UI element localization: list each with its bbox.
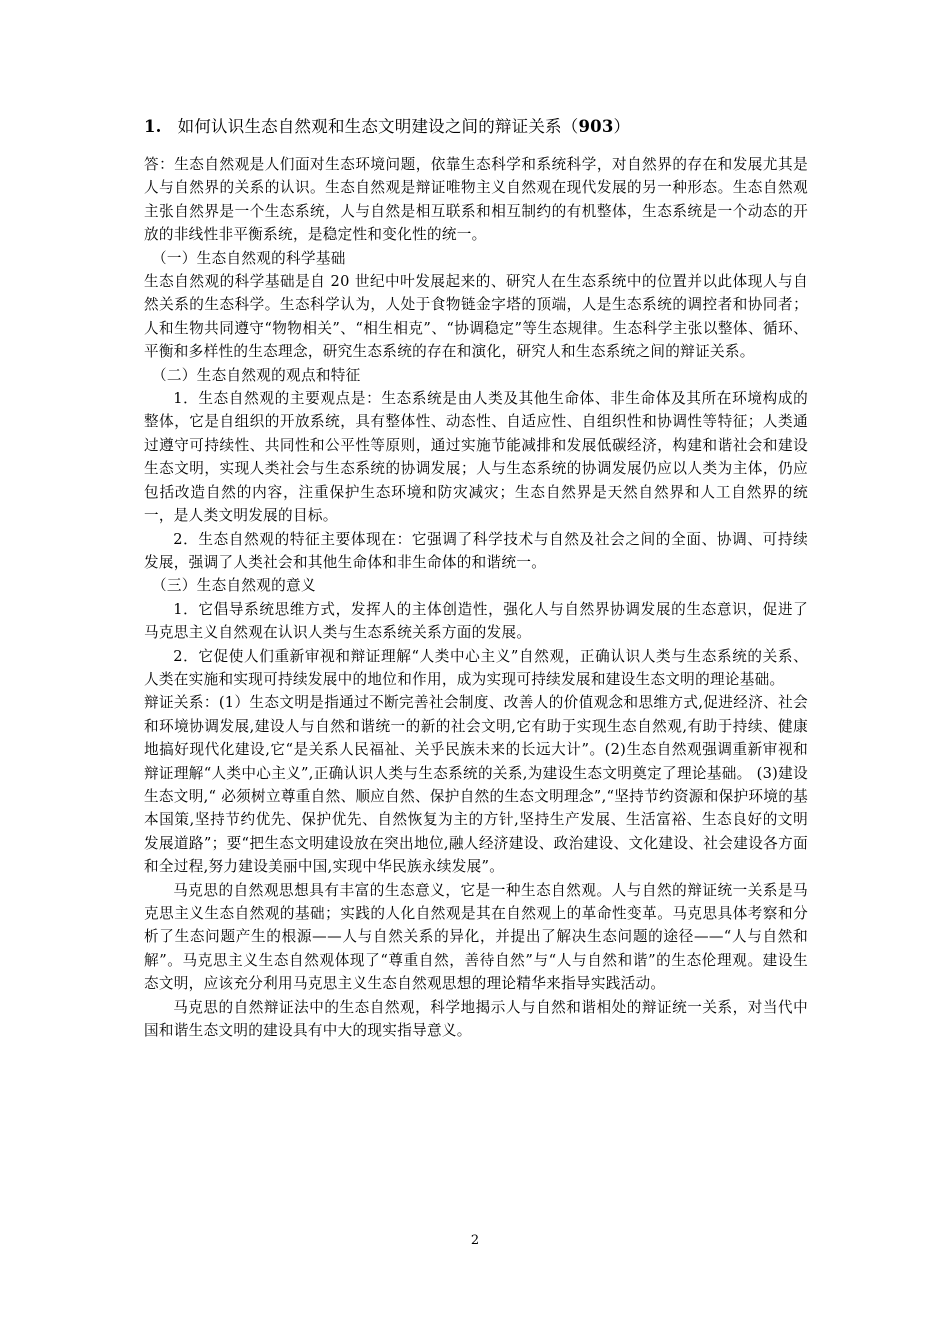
section-1-paragraph: 生态自然观的科学基础是自 20 世纪中叶发展起来的、研究人在生态系统中的位置并以此体现人与自然关系的生态科学。生态科学认为，人处于食物链金字塔的顶端，人是生态系统的调控者和协同者；人和生物共同遵守“物物相关”、“相生相克”、“协调稳定”等生态规律。生态科学主张以整体、循环、平衡和多样性的生态理念，研究生态系统的存在和演化，研究人和生态系统之间的辩证关系。	[144, 273, 808, 361]
answer-body	[144, 153, 808, 1042]
section-heading-2: （二）生态自然观的观点和特征	[152, 366, 361, 384]
question-text: 如何认识生态自然观和生态文明建设之间的辩证关系（	[177, 117, 579, 136]
dialectical-relation-paragraph: 辩证关系：(1）生态文明是指通过不断完善社会制度、改善人的价值观念和思维方式,促进经济、社会和环境协调发展,建设人与自然和谐统一的新的社会文明,它有助于实现生态自然观,有助于持续、健康地搞好现代化建设,它“是关系人民福祉、关乎民族未来的长远大计”。(2)生态自然观强调重新审视和辩证理解“人类中心主义”,正确认识人类与生态系统的关系,为建设生态文明奠定了理论基础。 (3)建设生态文明,“ 必须树立尊重自然、顺应自然、保护自然的生态文明理念”,“坚持节约资源和保护环境的基本国策,坚持节约优先、保护优先、自然恢复为主的方针,坚持生产发展、生活富裕、生态良好的文明发展道路”；要“把生态文明建设放在突出地位,融人经济建设、政治建设、文化建设、社会建设各方面和全过程,努力建设美丽中国,实现中华民族永续发展”。	[144, 694, 808, 876]
section-3-point-2: 2．它促使人们重新审视和辩证理解“人类中心主义”自然观，正确认识人类与生态系统的关系、人类在实施和实现可持续发展中的地位和作用，成为实现可持续发展和建设生态文明的理论基础。	[144, 647, 808, 688]
answer-intro: 答：生态自然观是人们面对生态环境问题，依靠生态科学和系统科学，对自然界的存在和发展尤其是人与自然界的关系的认识。生态自然观是辩证唯物主义自然观在现代发展的另一种形态。生态自然观主张自然界是一个生态系统，人与自然是相互联系和相互制约的有机整体，生态系统是一个动态的开放的非线性非平衡系统，是稳定性和变化性的统一。	[144, 156, 808, 244]
marx-nature-view-paragraph: 马克思的自然观思想具有丰富的生态意义，它是一种生态自然观。人与自然的辩证统一关系是马克思主义生态自然观的基础；实践的人化自然观是其在自然观上的革命性变革。马克思具体考察和分析了生态问题产生的根源——人与自然关系的异化，并提出了解决生态问题的途径——“人与自然和解”。马克思主义生态自然观体现了“尊重自然，善待自然”与“人与自然和谐”的生态伦理观。建设生态文明，应该充分利用马克思主义生态自然观思想的理论精华来指导实践活动。	[144, 881, 808, 993]
question-close: ）	[613, 117, 631, 136]
section-heading-3: （三）生态自然观的意义	[152, 577, 316, 595]
section-3-point-1: 1．它倡导系统思维方式，发挥人的主体创造性，强化人与自然界协调发展的生态意识，促进了马克思主义自然观在认识人类与生态系统关系方面的发展。	[144, 600, 808, 642]
page-number: 2	[470, 1233, 480, 1248]
section-2-point-2: 2．生态自然观的特征主要体现在：它强调了科学技术与自然及社会之间的全面、协调、可持续发展，强调了人类社会和其他生命体和非生命体的和谐统一。	[144, 530, 808, 571]
question-number: 1.	[144, 117, 162, 136]
section-heading-1: （一）生态自然观的科学基础	[152, 249, 346, 267]
question-code: 903	[578, 117, 614, 136]
question-title	[144, 116, 844, 138]
section-2-point-1: 1．生态自然观的主要观点是：生态系统是由人类及其他生命体、非生命体及其所在环境构成的整体，它是自组织的开放系统，具有整体性、动态性、自适应性、自组织性和协调性等特征；人类通过遵守可持续性、共同性和公平性等原则，通过实施节能减排和发展低碳经济，构建和谐社会和建设生态文明，实现人类社会与生态系统的协调发展；人与生态系统的协调发展仍应以人类为主体，仍应包括改造自然的内容，注重保护生态环境和防灾减灾；生态自然界是天然自然界和人工自然界的统一，是人类文明发展的目标。	[144, 390, 808, 525]
conclusion-paragraph: 马克思的自然辩证法中的生态自然观，科学地揭示人与自然和谐相处的辩证统一关系，对当代中国和谐生态文明的建设具有中大的现实指导意义。	[144, 998, 808, 1040]
